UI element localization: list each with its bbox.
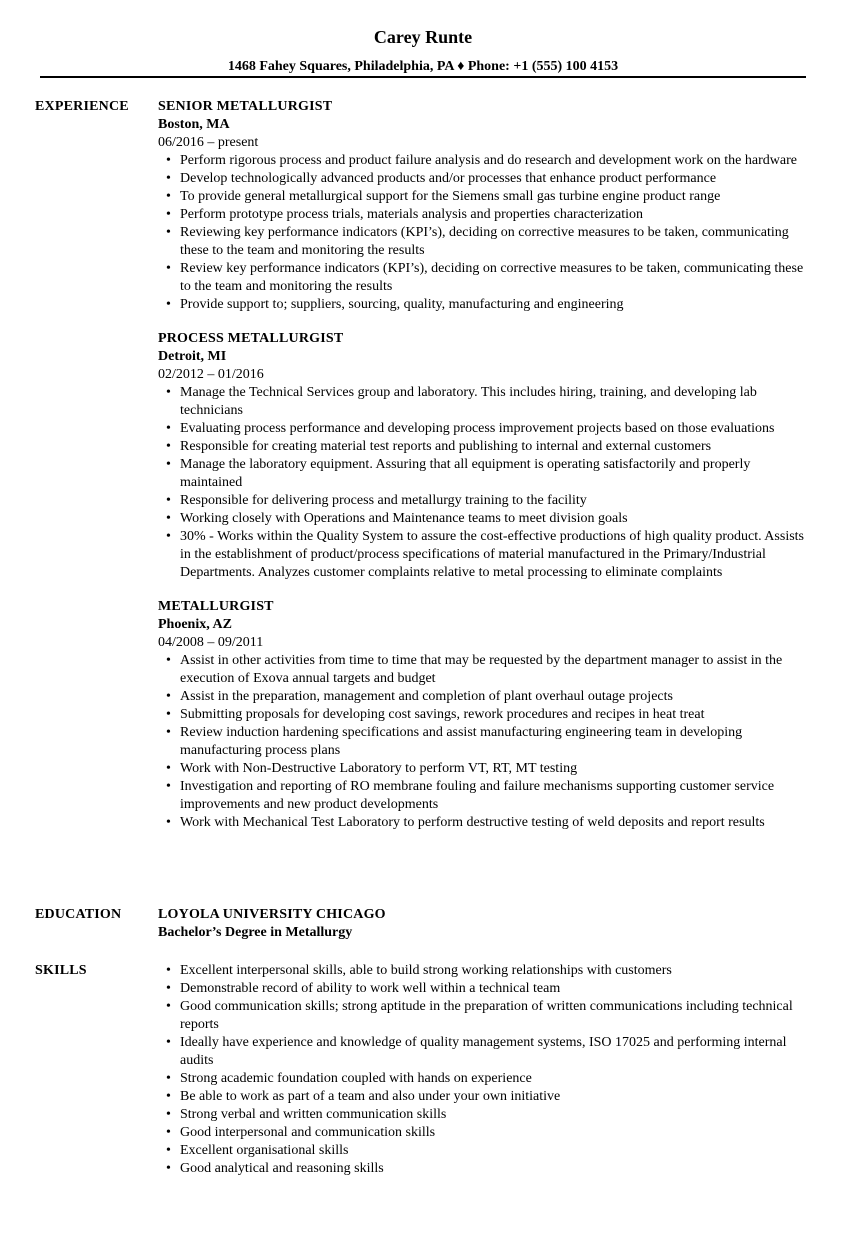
job-entry bbox=[158, 98, 815, 314]
section-label-experience: EXPERIENCE bbox=[35, 99, 129, 114]
bullet-item: • Review key performance indicators (KPI’s), deciding on corrective measures to be taken, communicating these to the team and monitoring the results bbox=[180, 260, 815, 296]
skills-section bbox=[35, 962, 815, 1178]
job-entry bbox=[158, 330, 815, 582]
job-title: PROCESS METALLURGIST bbox=[158, 331, 344, 346]
skill-item: • Ideally have experience and knowledge of quality management systems, ISO 17025 and performing internal audits bbox=[180, 1034, 815, 1070]
job-bullets bbox=[158, 152, 815, 314]
job-title: METALLURGIST bbox=[158, 599, 274, 614]
job-location: Phoenix, AZ bbox=[158, 617, 232, 632]
bullet-item: • Responsible for creating material test reports and publishing to internal and external customers bbox=[180, 438, 815, 456]
job-dates: 02/2012 – 01/2016 bbox=[158, 367, 264, 382]
school-name: LOYOLA UNIVERSITY CHICAGO bbox=[158, 907, 386, 922]
skills-body bbox=[158, 962, 815, 1178]
skill-item: • Strong academic foundation coupled with hands on experience bbox=[180, 1070, 815, 1088]
education-entry bbox=[158, 906, 815, 942]
contact-line: 1468 Fahey Squares, Philadelphia, PA ♦ Phone: +1 (555) 100 4153 bbox=[227, 59, 619, 74]
bullet-item: • Work with Non-Destructive Laboratory to perform VT, RT, MT testing bbox=[180, 760, 815, 778]
bullet-item: • Provide support to; suppliers, sourcing, quality, manufacturing and engineering bbox=[180, 296, 815, 314]
skill-item: • Demonstrable record of ability to work well within a technical team bbox=[180, 980, 815, 998]
bullet-item: • Reviewing key performance indicators (KPI’s), deciding on corrective measures to be taken, communicating these to the team and monitoring the results bbox=[180, 224, 815, 260]
job-entry bbox=[158, 598, 815, 832]
job-dates: 04/2008 – 09/2011 bbox=[158, 635, 264, 650]
skills-list bbox=[158, 962, 815, 1178]
bullet-item: • Working closely with Operations and Maintenance teams to meet division goals bbox=[180, 510, 815, 528]
bullet-item: • Work with Mechanical Test Laboratory to perform destructive testing of weld deposits and report results bbox=[180, 814, 815, 832]
job-location: Boston, MA bbox=[158, 117, 230, 132]
bullet-item: • Evaluating process performance and developing process improvement projects based on those evaluations bbox=[180, 420, 815, 438]
bullet-item: • Submitting proposals for developing cost savings, rework procedures and recipes in heat treat bbox=[180, 706, 815, 724]
experience-list bbox=[158, 98, 815, 832]
skill-item: • Be able to work as part of a team and also under your own initiative bbox=[180, 1088, 815, 1106]
resume-header bbox=[40, 26, 806, 76]
section-label-education: EDUCATION bbox=[35, 907, 122, 922]
candidate-name: Carey Runte bbox=[373, 27, 473, 47]
job-dates: 06/2016 – present bbox=[158, 135, 259, 150]
education-section bbox=[35, 906, 815, 942]
bullet-item: • Investigation and reporting of RO membrane fouling and failure mechanisms supporting customer service improvements and new product developments bbox=[180, 778, 815, 814]
bullet-item: • Manage the Technical Services group and laboratory. This includes hiring, training, and developing lab technicians bbox=[180, 384, 815, 420]
job-title: SENIOR METALLURGIST bbox=[158, 99, 333, 114]
section-label-skills: SKILLS bbox=[35, 963, 87, 978]
header-divider bbox=[40, 76, 806, 78]
skill-item: • Good communication skills; strong aptitude in the preparation of written communications including technical reports bbox=[180, 998, 815, 1034]
skill-item: • Excellent interpersonal skills, able to build strong working relationships with customers bbox=[180, 962, 815, 980]
job-location: Detroit, MI bbox=[158, 349, 227, 364]
bullet-item: • 30% - Works within the Quality System to assure the cost-effective productions of high quality product. Assists in the establishment of product/process specifications of material manufactured in the Primary/Industrial Departments. Analyzes customer complaints relative to metal processing to eliminate complaints bbox=[180, 528, 815, 582]
bullet-item: • Assist in the preparation, management and completion of plant overhaul outage projects bbox=[180, 688, 815, 706]
bullet-item: • Review induction hardening specifications and assist manufacturing engineering team in developing manufacturing process plans bbox=[180, 724, 815, 760]
bullet-item: • Develop technologically advanced products and/or processes that enhance product performance bbox=[180, 170, 815, 188]
experience-section bbox=[35, 98, 815, 848]
skill-item: • Good interpersonal and communication skills bbox=[180, 1124, 815, 1142]
skill-item: • Excellent organisational skills bbox=[180, 1142, 815, 1160]
skill-item: • Strong verbal and written communication skills bbox=[180, 1106, 815, 1124]
bullet-item: • Manage the laboratory equipment. Assuring that all equipment is operating satisfactorily and properly maintained bbox=[180, 456, 815, 492]
bullet-item: • Perform prototype process trials, materials analysis and properties characterization bbox=[180, 206, 815, 224]
degree-name: Bachelor’s Degree in Metallurgy bbox=[158, 925, 353, 940]
skill-item: • Good analytical and reasoning skills bbox=[180, 1160, 815, 1178]
bullet-item: • Perform rigorous process and product failure analysis and do research and development work on the hardware bbox=[180, 152, 815, 170]
bullet-item: • To provide general metallurgical support for the Siemens small gas turbine engine product range bbox=[180, 188, 815, 206]
bullet-item: • Responsible for delivering process and metallurgy training to the facility bbox=[180, 492, 815, 510]
job-bullets bbox=[158, 384, 815, 582]
bullet-item: • Assist in other activities from time to time that may be requested by the department manager to assist in the execution of Exova annual targets and budget bbox=[180, 652, 815, 688]
job-bullets bbox=[158, 652, 815, 832]
